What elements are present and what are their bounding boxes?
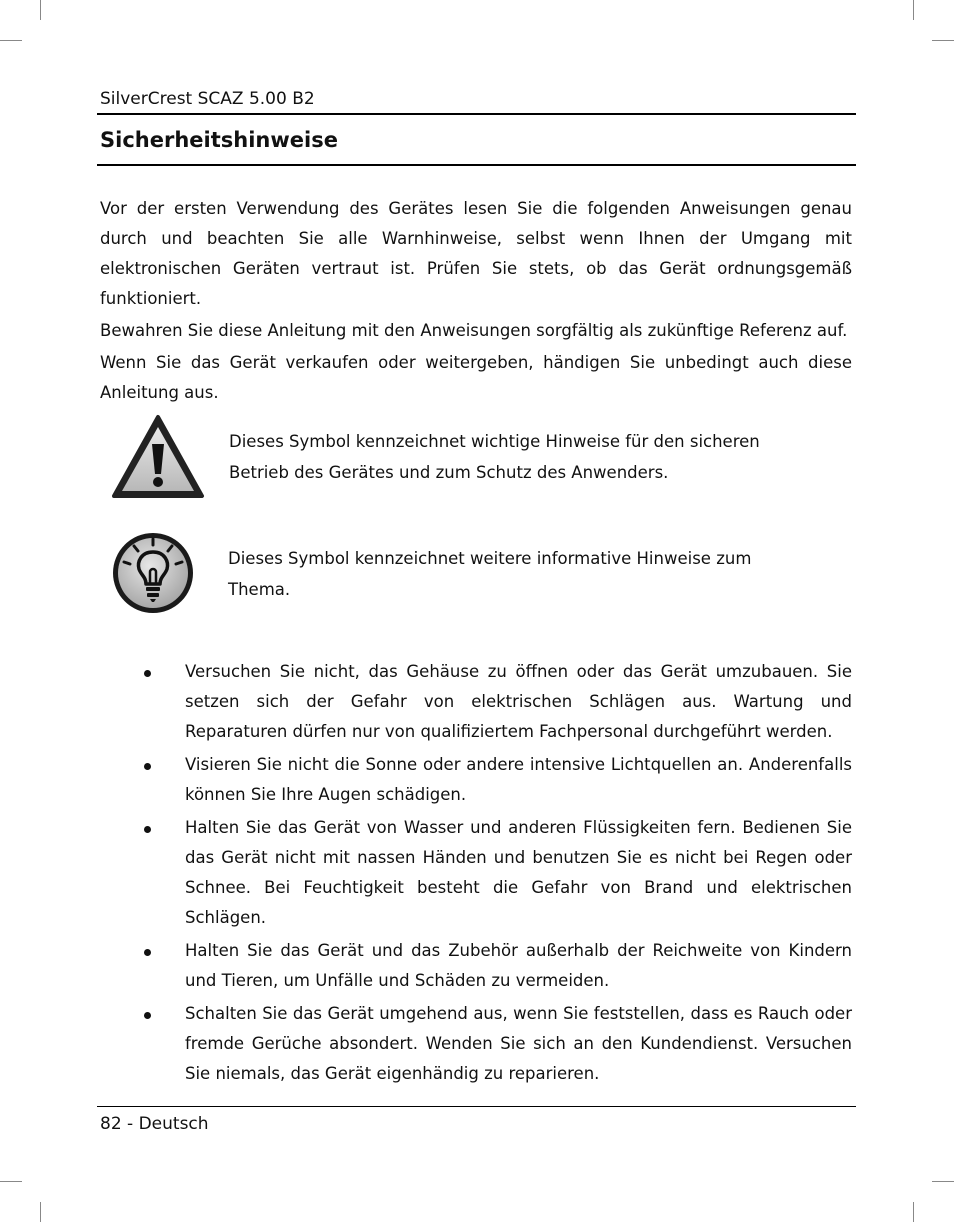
- list-item-text: Versuchen Sie nicht, das Gehäuse zu öffnen oder das Gerät umzubauen. Sie setzen sich der Gefahr von elektrischen Schlägen aus. Wartung und Reparaturen dürfen nur von qualifiziertem Fachpersonal durchgeführt werden.: [185, 662, 852, 741]
- bullet-icon: [144, 949, 151, 956]
- notice-line: Thema.: [228, 580, 291, 599]
- list-item-text: Schalten Sie das Gerät umgehend aus, wenn Sie feststellen, dass es Rauch oder fremde Gerüche absondert. Wenden Sie sich an den Kundendienst. Versuchen Sie niemals, das Gerät eigenhändig zu reparieren.: [185, 1004, 852, 1083]
- footer-rule: [97, 1106, 856, 1107]
- crop-mark: [913, 1202, 914, 1222]
- page-number: 82 - Deutsch: [100, 1114, 209, 1134]
- intro-paragraph: Wenn Sie das Gerät verkaufen oder weitergeben, händigen Sie unbedingt auch diese Anleitung aus.: [100, 353, 852, 402]
- running-header: SilverCrest SCAZ 5.00 B2: [100, 89, 315, 109]
- list-item-text: Visieren Sie nicht die Sonne oder andere intensive Lichtquellen an. Anderenfalls können Sie Ihre Augen schädigen.: [185, 755, 852, 804]
- bullet-icon: [144, 763, 151, 770]
- list-item: [140, 999, 852, 1089]
- crop-mark: [0, 1181, 22, 1182]
- intro-text: [100, 194, 852, 410]
- bullet-icon: [144, 670, 151, 677]
- safety-list: [140, 657, 852, 1092]
- list-item-text: Halten Sie das Gerät von Wasser und anderen Flüssigkeiten fern. Bedienen Sie das Gerät nicht mit nassen Händen und benutzen Sie es nicht bei Regen oder Schnee. Bei Feuchtigkeit besteht die Gefahr von Brand und elektrischen Schlägen.: [185, 818, 852, 927]
- list-item-text: Halten Sie das Gerät und das Zubehör außerhalb der Reichweite von Kindern und Tieren, um Unfälle und Schäden zu vermeiden.: [185, 941, 852, 990]
- section-title: Sicherheitshinweise: [100, 128, 338, 152]
- intro-paragraph: Vor der ersten Verwendung des Gerätes lesen Sie die folgenden Anweisungen genau durch und beachten Sie alle Warnhinweise, selbst wenn Ihnen der Umgang mit elektronischen Geräten vertraut ist. Prüfen Sie stets, ob das Gerät ordnungsgemäß funktioniert.: [100, 199, 852, 308]
- notice-line: Dieses Symbol kennzeichnet weitere informative Hinweise zum: [228, 549, 752, 568]
- list-item: [140, 750, 852, 810]
- list-item: [140, 813, 852, 933]
- notice-line: Dieses Symbol kennzeichnet wichtige Hinweise für den sicheren: [229, 432, 760, 451]
- warning-triangle-icon: [111, 414, 205, 500]
- header-rule: [97, 113, 856, 115]
- list-item: [140, 657, 852, 747]
- notice-line: Betrieb des Gerätes und zum Schutz des Anwenders.: [229, 463, 669, 482]
- crop-mark: [913, 0, 914, 20]
- crop-mark: [932, 40, 954, 41]
- bullet-icon: [144, 1012, 151, 1019]
- crop-mark: [40, 0, 41, 20]
- crop-mark: [932, 1181, 954, 1182]
- crop-mark: [0, 40, 22, 41]
- bullet-icon: [144, 826, 151, 833]
- crop-mark: [40, 1202, 41, 1222]
- lightbulb-info-icon: [110, 530, 196, 616]
- list-item: [140, 936, 852, 996]
- title-rule: [97, 164, 856, 166]
- intro-paragraph: Bewahren Sie diese Anleitung mit den Anweisungen sorgfältig als zukünftige Referenz auf.: [100, 321, 848, 340]
